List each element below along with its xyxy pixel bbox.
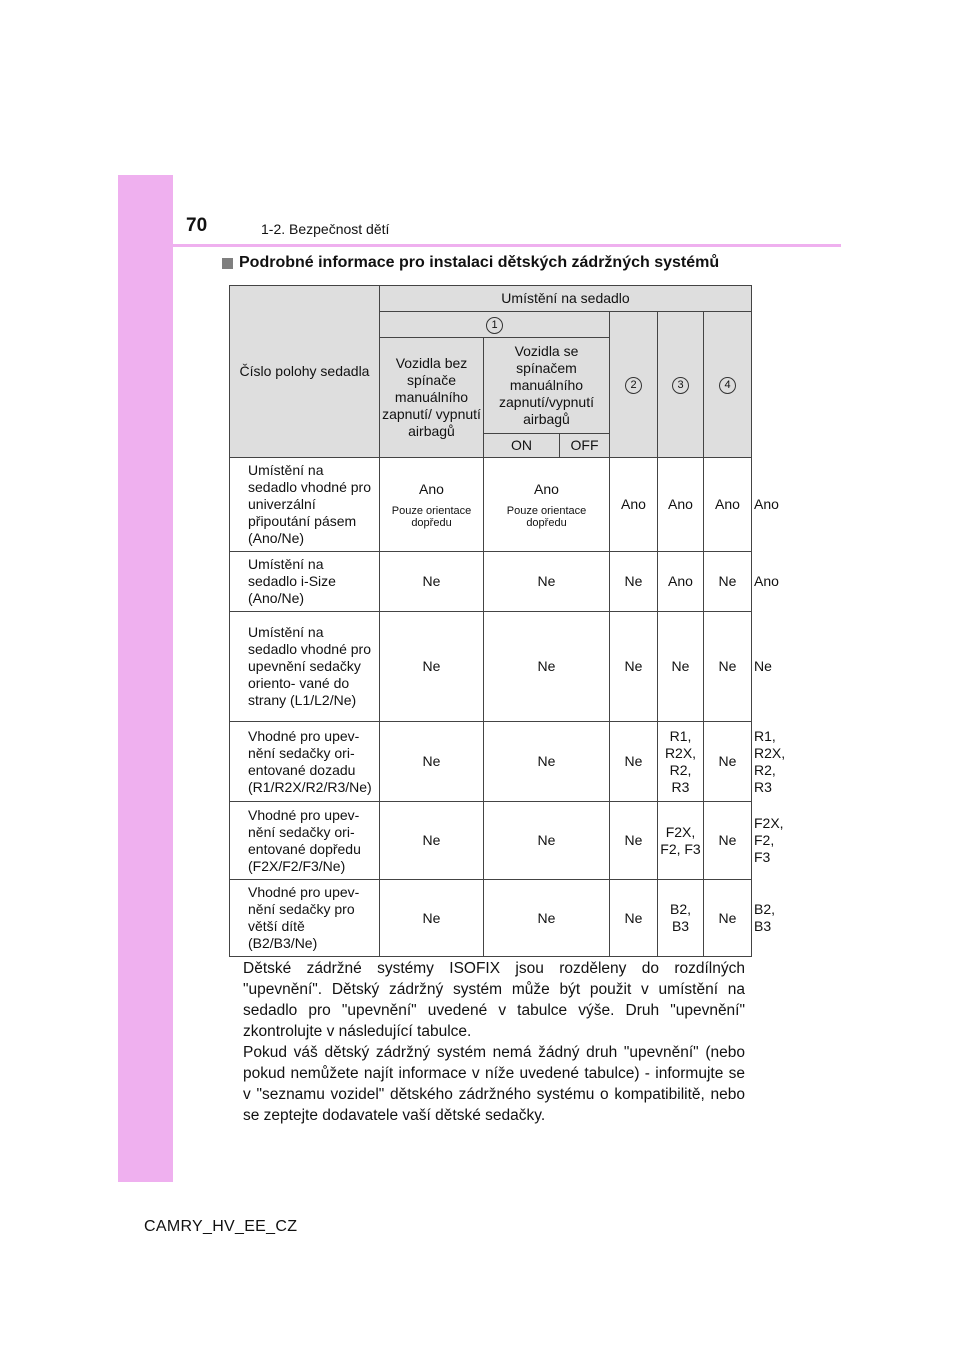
table-cell: Ano <box>658 552 704 612</box>
row-label: Umístění na sedadlo i-Size (Ano/Ne) <box>230 552 380 612</box>
col-seating-location: Umístění na sedadlo <box>380 286 752 312</box>
header-rule <box>173 244 841 247</box>
table-cell: Ne <box>610 802 658 880</box>
table-cell: Ne <box>658 612 704 722</box>
subheading <box>222 254 719 272</box>
body-text <box>243 958 745 1126</box>
paragraph: Dětské zádržné systémy ISOFIX jsou rozděleny do rozdílných "upevnění". Dětský zádržný systém může být použit v umístění na sedadlo pro "upevnění" uvedené v tabulce výše. Druh "upevnění" zkontrolujte v následující tabulce. <box>243 960 745 1040</box>
table-cell: Ne <box>610 880 658 957</box>
table-cell: Ne <box>610 612 658 722</box>
table-cell: Ne <box>484 612 610 722</box>
page-side-tab <box>118 175 173 1182</box>
seat-suitability-table <box>229 285 786 957</box>
cell-note: Pouze orientace dopředu <box>506 504 587 529</box>
table-cell <box>380 458 484 552</box>
table-cell: Ne <box>484 722 610 802</box>
table-cell: Ne <box>704 552 752 612</box>
cell-value: Ano <box>534 480 559 497</box>
table-row: Umístění na sedadlo vhodné pro univerzální připoutání pásem (Ano/Ne) Ano Pouze orientace dopředu Ano Pouze orientace dopředu Ano Ano Ano Ano <box>230 458 752 552</box>
table-cell: Ne <box>380 722 484 802</box>
table-cell: F2X, F2, F3 <box>658 802 704 880</box>
row-label: Vhodné pro upev- nění sedačky pro větší dítě (B2/B3/Ne) <box>230 880 380 957</box>
position-4-header <box>704 312 752 458</box>
with-switch-header: Vozidla se spínačem manuálního zapnutí/vypnutí airbagů <box>484 338 610 434</box>
page-number: 70 <box>186 215 208 236</box>
table-cell: Ne <box>704 612 752 722</box>
table-cell: Ne <box>610 552 658 612</box>
paragraph: Pokud váš dětský zádržný systém nemá žádný druh "upevnění" (nebo pokud nemůžete najít informace v níže uvedené tabulce) - informujte se v "seznamu vozidel" dětského zádržného systému o kompatibilitě, nebo se zeptejte dodavatele vaší dětské sedačky. <box>243 1044 745 1124</box>
table-cell: Ano <box>610 458 658 552</box>
circled-number-icon: 4 <box>719 377 736 394</box>
subheading-text: Podrobné informace pro instalaci dětských zádržných systémů <box>239 254 720 271</box>
table-row: Umístění na sedadlo vhodné pro upevnění sedačky oriento- vané do strany (L1/L2/Ne) Ne Ne Ne Ne Ne Ne <box>230 612 752 722</box>
table-cell: Ne <box>380 612 484 722</box>
row-label: Vhodné pro upev- nění sedačky ori- entované dopředu (F2X/F2/F3/Ne) <box>230 802 380 880</box>
table-cell: B2, B3 <box>658 880 704 957</box>
table-cell: Ne <box>610 722 658 802</box>
table-cell: Ne <box>380 552 484 612</box>
table-cell: Ne <box>704 802 752 880</box>
position-3-header <box>658 312 704 458</box>
table-cell: Ne <box>380 802 484 880</box>
table-cell <box>484 458 610 552</box>
table-row: Vhodné pro upev- nění sedačky ori- entované dozadu (R1/R2X/R2/R3/Ne) Ne Ne Ne R1, R2X, R2, R3 Ne R1, R2X, R2, R3 <box>230 722 752 802</box>
row-label: Vhodné pro upev- nění sedačky ori- entované dozadu (R1/R2X/R2/R3/Ne) <box>230 722 380 802</box>
circled-number-icon: 3 <box>672 377 689 394</box>
table-cell: Ano <box>658 458 704 552</box>
without-switch-header: Vozidla bez spínače manuálního zapnutí/ vypnutí airbagů <box>380 338 484 458</box>
table-cell: Ano <box>704 458 752 552</box>
circled-number-icon: 1 <box>486 317 503 334</box>
position-1-header <box>380 312 610 338</box>
on-header: ON <box>484 434 560 458</box>
table-row: Vhodné pro upev- nění sedačky pro větší dítě (B2/B3/Ne) Ne Ne Ne B2, B3 Ne B2, B3 <box>230 880 752 957</box>
cell-value: Ano <box>419 480 444 497</box>
table-cell: Ne <box>380 880 484 957</box>
table-row: Umístění na sedadlo i-Size (Ano/Ne) Ne Ne Ne Ano Ne Ano <box>230 552 752 612</box>
table-row: Vhodné pro upev- nění sedačky ori- entované dopředu (F2X/F2/F3/Ne) Ne Ne Ne F2X, F2, F3 Ne F2X, F2, F3 <box>230 802 752 880</box>
table-cell: Ne <box>704 880 752 957</box>
table-cell: Ne <box>704 722 752 802</box>
row-label: Umístění na sedadlo vhodné pro univerzální připoutání pásem (Ano/Ne) <box>230 458 380 552</box>
square-bullet-icon <box>222 258 233 269</box>
table-cell: R1, R2X, R2, R3 <box>658 722 704 802</box>
position-2-header <box>610 312 658 458</box>
table-cell: Ne <box>484 880 610 957</box>
table-cell: Ne <box>484 552 610 612</box>
cell-note: Pouze orientace dopředu <box>391 504 472 529</box>
table-cell: Ne <box>484 802 610 880</box>
off-header: OFF <box>560 434 610 458</box>
col-seat-position: Číslo polohy sedadla <box>230 286 380 458</box>
row-label: Umístění na sedadlo vhodné pro upevnění sedačky oriento- vané do strany (L1/L2/Ne) <box>230 612 380 722</box>
section-title: 1-2. Bezpečnost dětí <box>261 221 390 237</box>
circled-number-icon: 2 <box>625 377 642 394</box>
footer-code: CAMRY_HV_EE_CZ <box>144 1218 298 1235</box>
